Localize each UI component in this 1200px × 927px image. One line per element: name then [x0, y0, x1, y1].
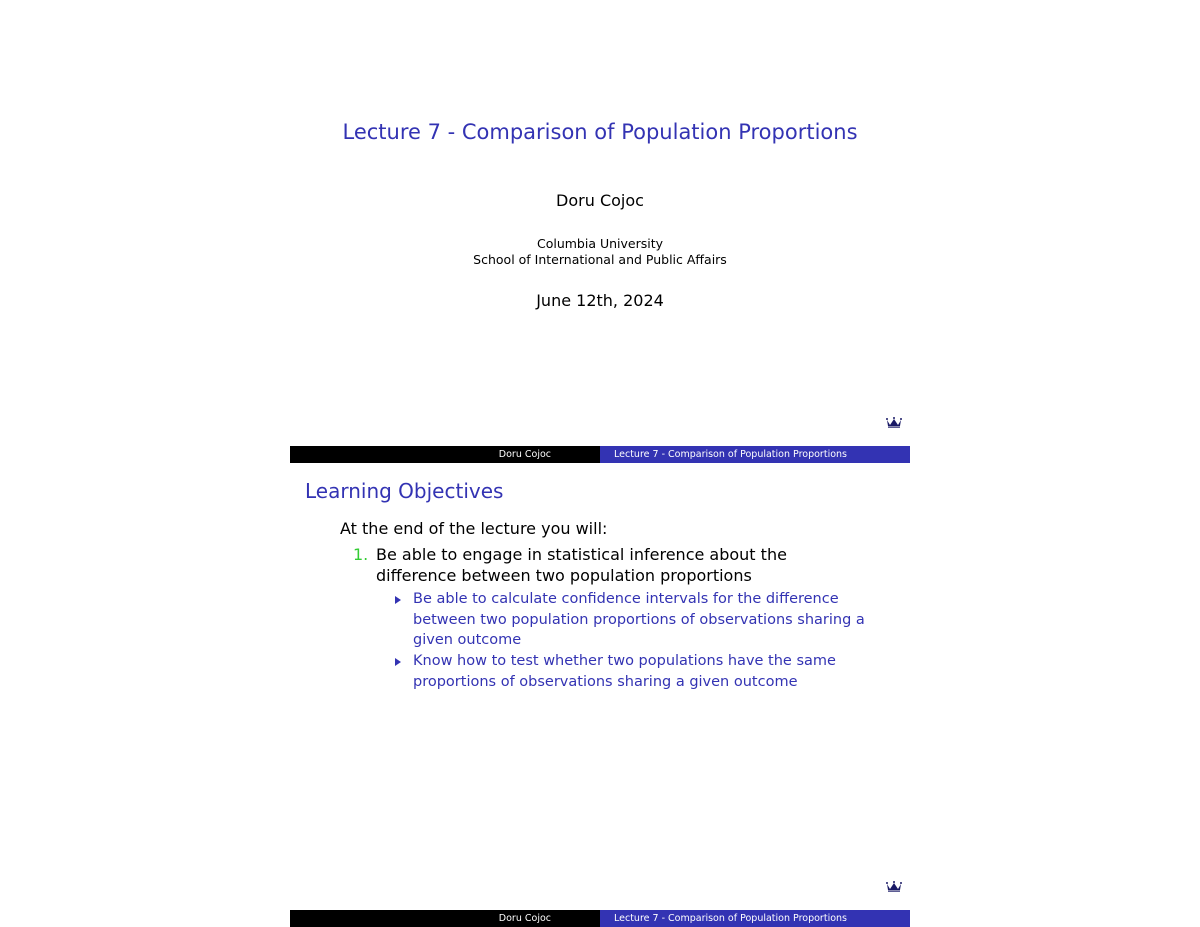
intro-text: At the end of the lecture you will:: [340, 519, 608, 538]
sub-objective-text: Be able to calculate confidence intervals for the difference between two population proportions of observations sharing a given outcome: [413, 591, 865, 648]
objective-item: [353, 544, 863, 586]
bullet-triangle-icon: [395, 596, 401, 604]
footer-title: Lecture 7 - Comparison of Population Proportions: [600, 446, 910, 463]
objective-text: Be able to engage in statistical inference about the difference between two population proportions: [376, 545, 787, 585]
bullet-triangle-icon: [395, 658, 401, 666]
presentation-date: June 12th, 2024: [536, 291, 664, 310]
institution-school: School of International and Public Affairs: [473, 252, 727, 267]
objectives-slide: [290, 464, 910, 927]
slide-footer: [290, 910, 910, 927]
institution-university: Columbia University: [536, 236, 664, 251]
sub-objective-item: [395, 651, 865, 692]
footer-author: Doru Cojoc: [290, 446, 600, 463]
presentation-title: Lecture 7 - Comparison of Population Proportions: [342, 120, 858, 144]
footer-author: Doru Cojoc: [290, 910, 600, 927]
columbia-crown-icon: [886, 880, 902, 892]
slide-footer: [290, 446, 910, 463]
columbia-crown-icon: [886, 416, 902, 428]
author-name: Doru Cojoc: [556, 191, 644, 210]
title-slide: [290, 0, 910, 463]
footer-title: Lecture 7 - Comparison of Population Proportions: [600, 910, 910, 927]
sub-objective-item: [395, 589, 865, 651]
frame-title: Learning Objectives: [305, 479, 504, 503]
enumerate-number: 1.: [353, 545, 369, 564]
sub-objective-text: Know how to test whether two populations have the same proportions of observations sharing a given outcome: [413, 653, 836, 690]
